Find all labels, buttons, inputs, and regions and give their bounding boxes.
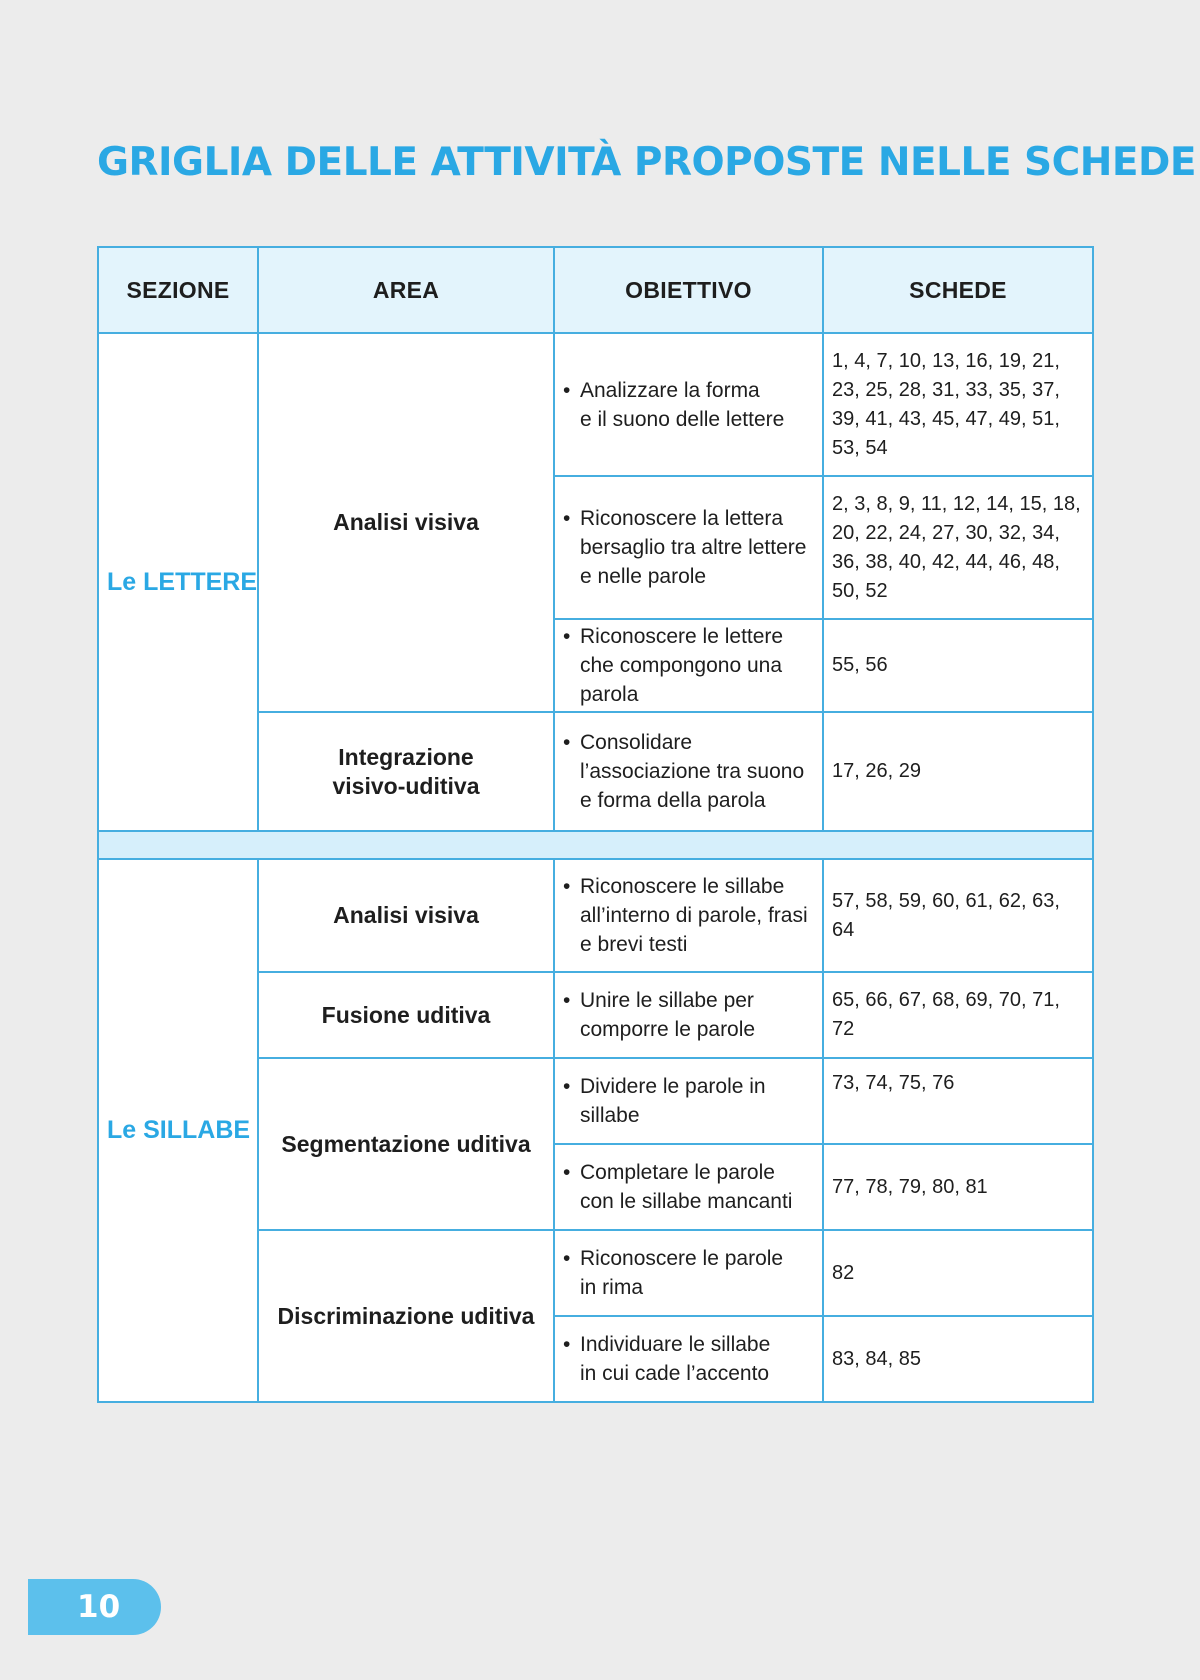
objective-line: Riconoscere le sillabe — [580, 875, 785, 898]
objective-line: Riconoscere la lettera — [580, 507, 784, 530]
schede-line: 77, 78, 79, 80, 81 — [832, 1175, 988, 1198]
area-segmentazione-uditiva: Segmentazione uditiva — [258, 1058, 554, 1230]
schede-cell — [823, 619, 1093, 712]
objective-line: in cui cade l’accento — [580, 1362, 770, 1385]
bullet-icon: • — [563, 1247, 571, 1270]
objective-line: e il suono delle lettere — [580, 407, 785, 431]
bullet-icon: • — [563, 1161, 571, 1184]
schede-cell — [823, 1058, 1093, 1144]
objective-line: bersaglio tra altre lettere — [580, 536, 807, 559]
bullet-icon: • — [563, 875, 571, 898]
area-integrazione — [258, 712, 554, 831]
header-schede: SCHEDE — [823, 247, 1093, 333]
bullet-icon: • — [563, 1333, 571, 1356]
section-divider — [98, 831, 1093, 859]
objective-line: sillabe — [580, 1104, 640, 1127]
objective-line: Completare le parole — [580, 1161, 775, 1184]
area-line: visivo-uditiva — [332, 772, 480, 799]
schede-line: 65, 66, 67, 68, 69, 70, 71, — [832, 989, 1060, 1011]
objective-line: con le sillabe mancanti — [580, 1190, 793, 1213]
schede-line: 55, 56 — [832, 654, 888, 676]
objective-cell — [554, 859, 823, 972]
bullet-icon: • — [563, 1075, 571, 1098]
schede-cell — [823, 333, 1093, 476]
schede-cell — [823, 1144, 1093, 1230]
area-fusione-uditiva: Fusione uditiva — [258, 972, 554, 1058]
objective-line: comporre le parole — [580, 1018, 756, 1041]
schede-line: 2, 3, 8, 9, 11, 12, 14, 15, 18, — [832, 492, 1081, 515]
bullet-icon: • — [563, 378, 571, 402]
objective-line: parola — [580, 683, 639, 706]
objective-line: e forma della parola — [580, 789, 766, 812]
objective-cell — [554, 972, 823, 1058]
schede-cell — [823, 1316, 1093, 1402]
objective-cell — [554, 619, 823, 712]
area-analisi-visiva-sillabe: Analisi visiva — [258, 859, 554, 972]
bullet-icon: • — [563, 507, 571, 530]
schede-line: 20, 22, 24, 27, 30, 32, 34, — [832, 521, 1060, 544]
objective-line: Consolidare — [580, 731, 693, 754]
objective-cell — [554, 476, 823, 619]
objective-cell — [554, 1144, 823, 1230]
area-line: Integrazione — [338, 743, 474, 770]
schede-line: 72 — [832, 1018, 855, 1040]
objective-cell — [554, 1230, 823, 1316]
schede-line: 23, 25, 28, 31, 33, 35, 37, — [832, 378, 1060, 401]
schede-line: 1, 4, 7, 10, 13, 16, 19, 21, — [832, 349, 1060, 372]
schede-line: 64 — [832, 918, 855, 941]
page-title: GRIGLIA DELLE ATTIVITÀ PROPOSTE NELLE SCHEDE — [97, 140, 1197, 185]
table-header-row — [98, 247, 1093, 333]
table-row — [98, 859, 1093, 972]
schede-line: 39, 41, 43, 45, 47, 49, 51, — [832, 407, 1060, 430]
area-analisi-visiva-lettere: Analisi visiva — [258, 333, 554, 712]
schede-cell — [823, 476, 1093, 619]
schede-line: 57, 58, 59, 60, 61, 62, 63, — [832, 889, 1060, 912]
objective-line: Riconoscere le parole — [580, 1247, 784, 1270]
objective-line: e nelle parole — [580, 565, 707, 588]
bullet-icon: • — [563, 625, 571, 648]
objective-line: Unire le sillabe per — [580, 989, 754, 1012]
section-label-sillabe: Le SILLABE — [98, 859, 258, 1402]
schede-cell — [823, 712, 1093, 831]
objective-line: che compongono una — [580, 654, 782, 677]
objective-cell — [554, 712, 823, 831]
table-row — [98, 333, 1093, 476]
schede-cell — [823, 972, 1093, 1058]
objective-line: all’interno di parole, frasi — [580, 904, 808, 927]
schede-line: 83, 84, 85 — [832, 1347, 921, 1370]
objective-line: l’associazione tra suono — [580, 760, 805, 783]
schede-line: 73, 74, 75, 76 — [832, 1072, 955, 1094]
bullet-icon: • — [563, 731, 571, 754]
page-number-badge: 10 — [28, 1579, 161, 1635]
objective-cell — [554, 1316, 823, 1402]
schede-cell — [823, 1230, 1093, 1316]
header-sezione: SEZIONE — [98, 247, 258, 333]
schede-line: 17, 26, 29 — [832, 760, 921, 782]
objective-line: Analizzare la forma — [580, 378, 760, 402]
schede-line: 82 — [832, 1261, 855, 1284]
schede-line: 50, 52 — [832, 579, 888, 602]
schede-line: 53, 54 — [832, 436, 888, 459]
schede-cell — [823, 859, 1093, 972]
objective-cell — [554, 333, 823, 476]
objective-line: Individuare le sillabe — [580, 1333, 771, 1356]
objective-line: e brevi testi — [580, 933, 688, 956]
section-divider-cell — [98, 831, 1093, 859]
section-label-lettere: Le LETTERE — [98, 333, 258, 831]
header-obiettivo: OBIETTIVO — [554, 247, 823, 333]
schede-line: 36, 38, 40, 42, 44, 46, 48, — [832, 550, 1060, 573]
area-discriminazione-uditiva: Discriminazione uditiva — [258, 1230, 554, 1402]
objective-line: in rima — [580, 1276, 644, 1299]
objective-cell — [554, 1058, 823, 1144]
objective-line: Riconoscere le lettere — [580, 625, 784, 648]
activities-table — [97, 246, 1094, 1403]
header-area: AREA — [258, 247, 554, 333]
objective-line: Dividere le parole in — [580, 1075, 766, 1098]
bullet-icon: • — [563, 989, 571, 1012]
